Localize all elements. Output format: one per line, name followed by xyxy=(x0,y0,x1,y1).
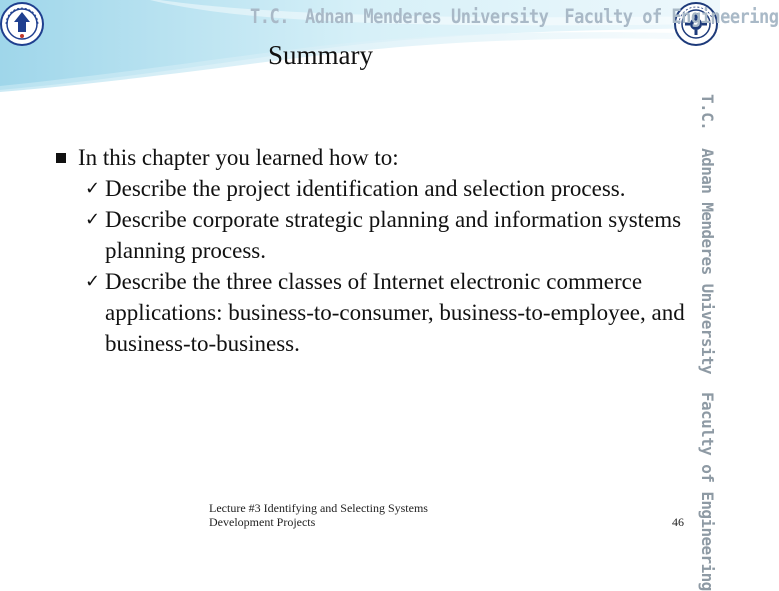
lecture-footer xyxy=(209,501,428,529)
check-icon: ✓ xyxy=(85,178,101,199)
lecture-footer-line2: Development Projects xyxy=(209,515,316,529)
lecture-footer-line1: Lecture #3 Identifying and Selecting Systems xyxy=(209,501,428,515)
university-seal-icon xyxy=(0,2,44,46)
intro-text: In this chapter you learned how to: xyxy=(78,145,399,170)
header-university: Adnan Menderes University xyxy=(304,5,549,29)
summary-points xyxy=(56,173,686,359)
header-faculty: Faculty of Engineering xyxy=(564,5,779,29)
summary-point-text: Describe the project identification and selection process. xyxy=(105,176,626,201)
side-banner-tc: T.C. xyxy=(698,94,718,131)
check-icon: ✓ xyxy=(85,271,101,292)
summary-point-text: Describe corporate strategic planning and information systems planning process. xyxy=(105,207,682,263)
header-institution-text xyxy=(250,4,779,30)
summary-point xyxy=(56,266,686,359)
side-banner xyxy=(696,94,720,591)
summary-point-text: Describe the three classes of Internet electronic commerce applications: business-to-consumer, business-to-employee, and business-to-business. xyxy=(105,269,685,356)
header-tc: T.C. xyxy=(250,5,289,29)
summary-point xyxy=(56,204,686,266)
summary-point xyxy=(56,173,686,204)
check-icon: ✓ xyxy=(85,209,101,230)
slide-title: Summary xyxy=(268,40,373,70)
slide-body xyxy=(56,142,686,359)
intro-bullet xyxy=(56,142,686,173)
side-banner-faculty: Faculty of Engineering xyxy=(698,391,718,591)
side-banner-university: Adnan Menderes University xyxy=(698,148,718,374)
page-number: 46 xyxy=(672,515,684,529)
square-bullet-icon xyxy=(56,153,66,163)
